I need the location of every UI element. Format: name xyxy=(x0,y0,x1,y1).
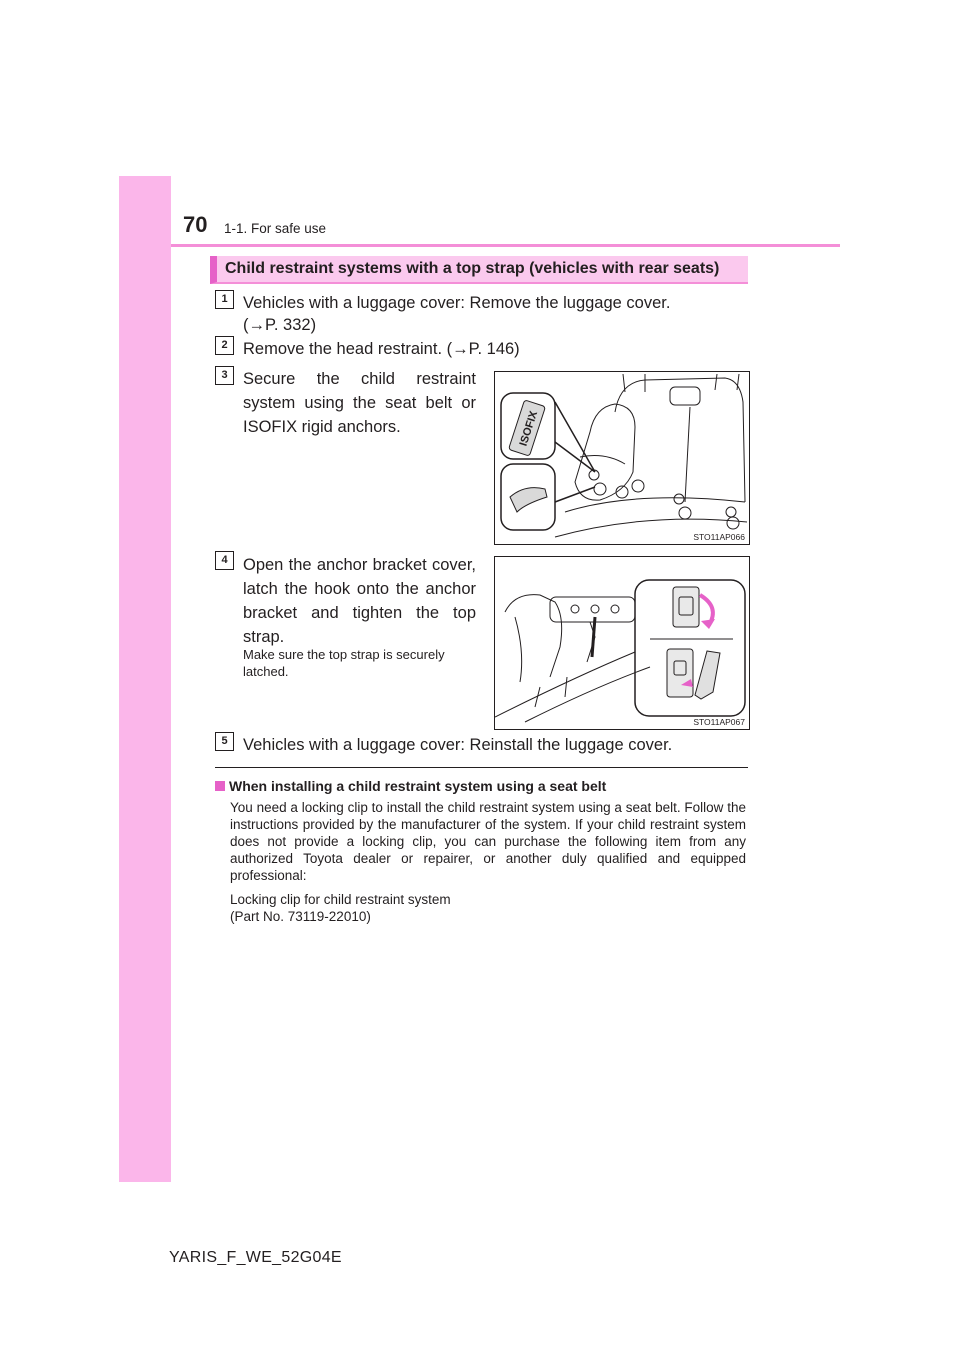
info-item-line-1: Locking clip for child restraint system xyxy=(230,892,451,907)
side-tab xyxy=(119,176,171,1182)
page-number: 70 xyxy=(183,212,208,237)
isofix-label: ISOFIX xyxy=(517,409,541,448)
figure-code: STO11AP067 xyxy=(693,717,745,727)
step-number-2: 2 xyxy=(215,336,234,355)
info-title xyxy=(215,778,606,794)
step-number-1: 1 xyxy=(215,290,234,309)
section-title: 1-1. For safe use xyxy=(224,221,327,236)
step-1-text xyxy=(243,292,670,336)
step-4-note: Make sure the top strap is securely latched. xyxy=(243,647,445,679)
square-bullet-icon xyxy=(215,781,225,791)
figure-top-strap xyxy=(494,556,750,730)
step-4-text: Open the anchor bracket cover, latch the hook onto the anchor bracket and tighten the top strap. xyxy=(243,556,476,646)
rear-seat-isofix-illustration xyxy=(495,372,749,544)
figure-isofix-anchors xyxy=(494,371,750,545)
step-5-text: Vehicles with a luggage cover: Reinstall the luggage cover. xyxy=(243,736,673,754)
divider xyxy=(215,767,748,768)
step-1-line: Vehicles with a luggage cover: Remove the luggage cover. xyxy=(243,294,671,312)
info-paragraph: You need a locking clip to install the child restraint system using a seat belt. Follow the instructions provided by the manufacturer of the system. If your child restraint system does not provide a locking clip, you can purchase the following item from any authorized Toyota dealer or repairer, or another duly qualified and equipped professional: xyxy=(230,800,746,883)
step-1-ref: (→P. 332) xyxy=(243,316,317,334)
footer-code: YARIS_F_WE_52G04E xyxy=(169,1249,342,1266)
step-number-3: 3 xyxy=(215,366,234,385)
info-item-line-2: (Part No. 73119-22010) xyxy=(230,909,371,924)
header-rule xyxy=(171,244,840,247)
top-strap-illustration xyxy=(495,557,749,729)
figure-code: STO11AP066 xyxy=(693,532,745,542)
section-heading: Child restraint systems with a top strap (vehicles with rear seats) xyxy=(210,256,748,284)
step-3-text: Secure the child restraint system using the seat belt or ISOFIX rigid anchors. xyxy=(243,370,476,436)
info-title-text: When installing a child restraint system using a seat belt xyxy=(229,778,607,794)
step-2-text: Remove the head restraint. (→P. 146) xyxy=(243,340,520,358)
step-number-5: 5 xyxy=(215,732,234,751)
step-number-4: 4 xyxy=(215,551,234,570)
